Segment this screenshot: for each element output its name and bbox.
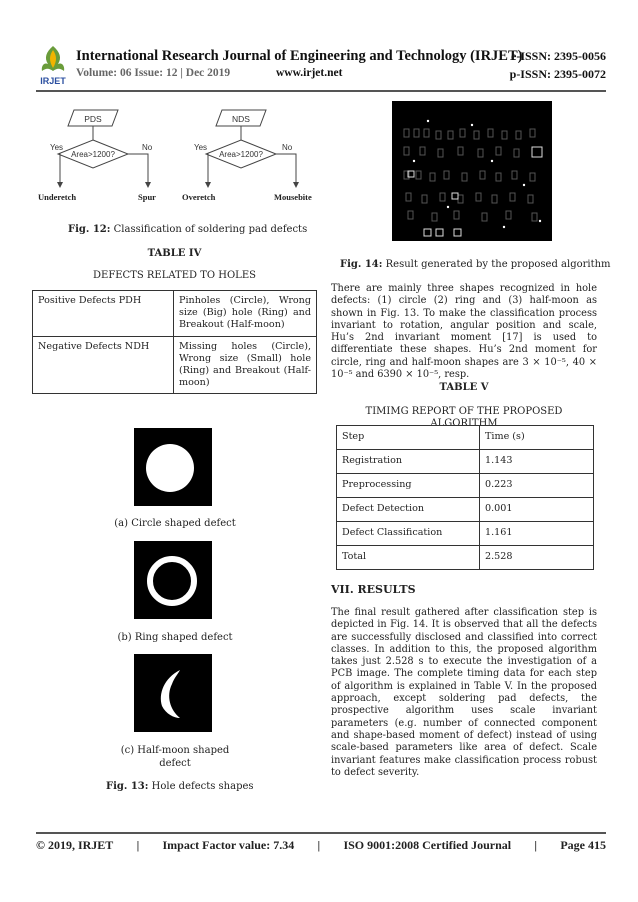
fig13c-caption-line1: (c) Half-moon shaped bbox=[120, 745, 230, 756]
table-cell: Positive Defects PDH bbox=[33, 291, 174, 337]
halfmoon-defect-image bbox=[134, 654, 212, 732]
svg-text:Area>1200?: Area>1200? bbox=[219, 150, 263, 159]
table-row bbox=[337, 522, 594, 546]
results-heading: VII. RESULTS bbox=[331, 583, 416, 596]
svg-text:Area>1200?: Area>1200? bbox=[71, 150, 115, 159]
svg-text:Yes: Yes bbox=[194, 143, 208, 152]
footer-iso: ISO 9001:2008 Certified Journal bbox=[343, 838, 512, 852]
journal-website[interactable]: www.irjet.net bbox=[276, 67, 343, 79]
fig13b-caption: (b) Ring shaped defect bbox=[117, 632, 233, 643]
table-cell: Pinholes (Circle), Wrong size (Big) hole (Ring) and Breakout (Half-moon) bbox=[174, 291, 317, 337]
table4-title: TABLE IV bbox=[147, 248, 202, 259]
page-header bbox=[36, 44, 606, 88]
fig12-flowchart-pds bbox=[30, 104, 170, 204]
svg-text:No: No bbox=[142, 143, 153, 152]
footer-divider bbox=[36, 832, 606, 834]
table-cell: 1.143 bbox=[480, 450, 594, 474]
table-row bbox=[337, 546, 594, 570]
table-row bbox=[33, 336, 317, 394]
fig13-caption: Fig. 13: Hole defects shapes bbox=[106, 781, 254, 792]
column-header: Step bbox=[337, 426, 480, 450]
irjet-logo bbox=[36, 44, 70, 86]
table-cell: Defect Classification bbox=[337, 522, 480, 546]
svg-text:Yes: Yes bbox=[50, 143, 64, 152]
table-cell: Defect Detection bbox=[337, 498, 480, 522]
table-cell: 0.223 bbox=[480, 474, 594, 498]
table-cell: Total bbox=[337, 546, 480, 570]
footer-impact-factor: Impact Factor value: 7.34 bbox=[162, 838, 295, 852]
page-footer bbox=[36, 838, 606, 853]
fig13a-caption: (a) Circle shaped defect bbox=[114, 518, 236, 529]
footer-separator: | bbox=[534, 838, 538, 852]
footer-separator: | bbox=[317, 838, 321, 852]
svg-text:IRJET: IRJET bbox=[40, 76, 66, 86]
svg-text:No: No bbox=[282, 143, 293, 152]
fig13c-caption-line2: defect bbox=[159, 758, 191, 769]
fig12-flowchart-nds bbox=[178, 104, 328, 204]
svg-text:NDS: NDS bbox=[232, 114, 250, 124]
table-header-row bbox=[337, 426, 594, 450]
footer-separator: | bbox=[136, 838, 140, 852]
svg-text:Underetch: Underetch bbox=[38, 192, 77, 202]
table5-title: TABLE V bbox=[439, 382, 489, 393]
journal-title: International Research Journal of Engineering and Technology (IRJET) bbox=[76, 48, 523, 64]
table-cell: Missing holes (Circle), Wrong size (Small) hole (Ring) and Breakout (Half-moon) bbox=[174, 336, 317, 394]
footer-copyright: © 2019, IRJET bbox=[36, 838, 114, 852]
fig14-caption: Fig. 14: Result generated by the proposed algorithm bbox=[340, 259, 611, 270]
p-issn: p-ISSN: 2395-0072 bbox=[509, 67, 606, 81]
table4 bbox=[32, 290, 317, 394]
table-cell: Negative Defects NDH bbox=[33, 336, 174, 394]
svg-text:Mousebite: Mousebite bbox=[274, 192, 312, 202]
fig12-caption: Fig. 12: Classification of soldering pad defects bbox=[68, 224, 308, 235]
table-row bbox=[33, 291, 317, 337]
circle-defect-image bbox=[134, 428, 212, 506]
results-paragraph: The final result gathered after classification step is depicted in Fig. 14. It is observed that all the defects are successfully disclosed and classified into correct classes. In addition to this, the proposed algorithm takes just 2.528 s to execute the investigation of a PCB image. The complete timing data for each step of algorithm is explained in Table V. In the proposed approach, except soldering pad defects, the prospective algorithm uses scale invariant parameters (e.g. number of connected component and shape-based moment of defect) instead of using scale-based parameters like area of defect. Scale invariant features make classification process robust to defect severity. bbox=[331, 607, 597, 778]
table4-subtitle: DEFECTS RELATED TO HOLES bbox=[93, 270, 256, 281]
table5-subtitle: TIMIMG REPORT OF THE PROPOSED ALGORITHM bbox=[365, 406, 563, 430]
pcb-result-image bbox=[392, 101, 552, 241]
table-row bbox=[337, 474, 594, 498]
svg-text:Overetch: Overetch bbox=[182, 192, 216, 202]
footer-page-number: Page 415 bbox=[560, 838, 606, 852]
table-row bbox=[337, 498, 594, 522]
volume-issue: Volume: 06 Issue: 12 | Dec 2019 bbox=[76, 67, 231, 79]
table-cell: Preprocessing bbox=[337, 474, 480, 498]
column-header: Time (s) bbox=[480, 426, 594, 450]
table-cell: 0.001 bbox=[480, 498, 594, 522]
header-divider bbox=[36, 90, 606, 92]
ring-defect-image bbox=[134, 541, 212, 619]
table-cell: 1.161 bbox=[480, 522, 594, 546]
e-issn: e-ISSN: 2395-0056 bbox=[511, 49, 606, 63]
table-row bbox=[337, 450, 594, 474]
table-cell: Registration bbox=[337, 450, 480, 474]
svg-text:PDS: PDS bbox=[84, 114, 102, 124]
table-cell: 2.528 bbox=[480, 546, 594, 570]
svg-text:Spur: Spur bbox=[138, 192, 156, 202]
paragraph-hole-shapes: There are mainly three shapes recognized in hole defects: (1) circle (2) ring and (3) half-moon as shown in Fig. 13. To make the classification process invariant to rotation, angular position and scale, Hu’s 2nd invariant moment [17] is used to differentiate these shapes. Hu’s 2nd moment for circle, ring and half-moon shapes are 3 × 10⁻⁵, 40 × 10⁻⁵ and 6390 × 10⁻⁵, resp. bbox=[331, 283, 597, 381]
table5 bbox=[336, 425, 594, 570]
